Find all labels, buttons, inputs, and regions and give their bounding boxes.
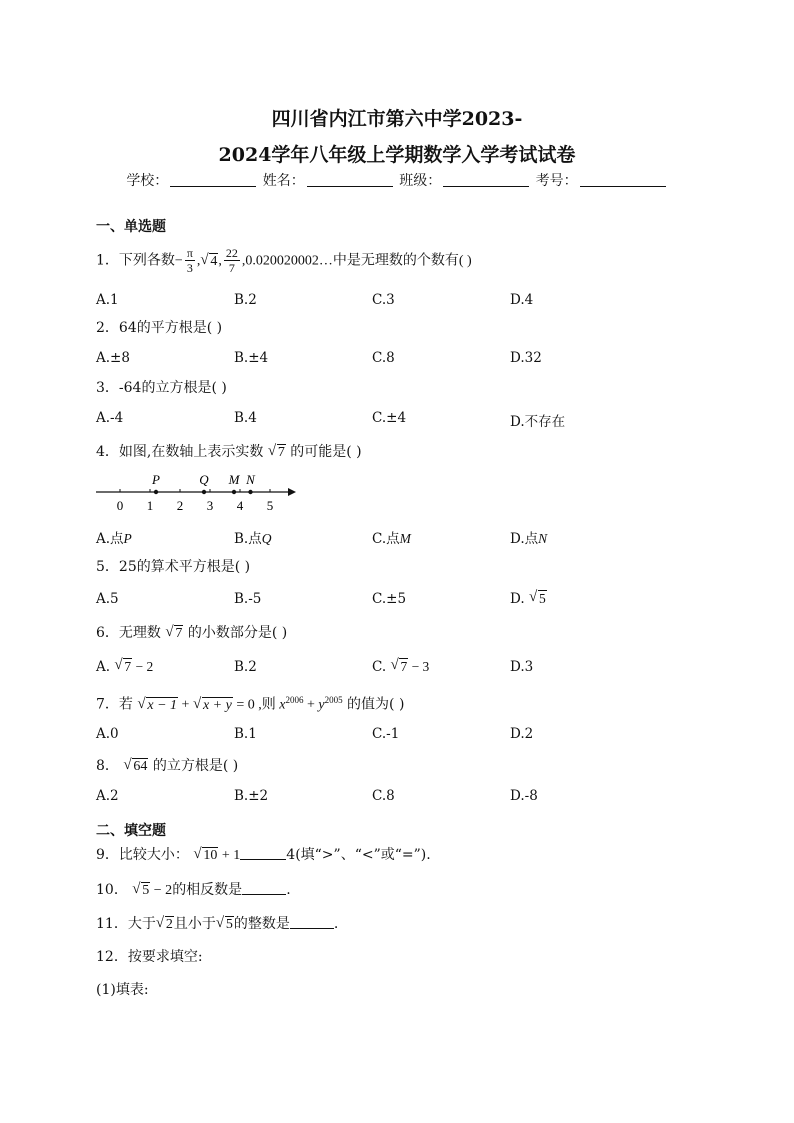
question-7: 7．若 √ x − 1 + √ x + y = 0 ,则 $x^{2006} + y^{2005}$ 的值为( ) — [96, 690, 404, 716]
q3-option-d: D.不存在 — [510, 414, 566, 430]
q9-sqrt10: √ 10 — [193, 846, 218, 863]
page-title-line1: 四川省内江市第六中学2023- — [271, 108, 523, 130]
q6-option-b: B.2 — [234, 659, 257, 675]
q8-sqrt64: √ 64 — [123, 757, 148, 774]
q5-option-a: A.5 — [96, 591, 119, 607]
school-blank — [170, 172, 256, 187]
q8-option-a: A.2 — [96, 788, 119, 804]
q6-option-d: D.3 — [510, 659, 534, 675]
section-fill-blank: 二、填空题 — [96, 823, 166, 839]
q7-option-d: D.2 — [510, 726, 534, 742]
q1-option-b: B.2 — [234, 292, 257, 308]
q3-option-b: B.4 — [234, 410, 257, 426]
q2-option-b: B.±4 — [234, 350, 269, 366]
number-line-tick-label-3: 3 — [206, 498, 214, 513]
student-info — [0, 170, 794, 190]
q4-sqrt7: √ 7 — [267, 443, 285, 460]
q3-option-c: C.±4 — [372, 410, 407, 426]
q1-sqrt4: √ 4 — [200, 251, 218, 269]
question-9: 9．比较大小： √ 10 + 1 4(填“>”、“<”或“=”). — [96, 845, 431, 866]
q8-option-d: D.-8 — [510, 788, 538, 804]
question-8: 8． √ 64 的立方根是( ) — [96, 756, 238, 777]
q8-option-c: C.8 — [372, 788, 395, 804]
q5-option-d: D. √ 5 — [510, 589, 546, 607]
q7-option-b: B.1 — [234, 726, 257, 742]
class-blank — [443, 172, 529, 187]
q10-answer-blank[interactable] — [242, 882, 286, 895]
q3-option-a: A.-4 — [96, 410, 124, 426]
q7-sqrt-x-plus-y: √ x + y — [192, 695, 232, 713]
q1-text: 下列各数 — [118, 252, 175, 269]
q1-option-c: C.3 — [372, 292, 395, 308]
question-6: 6．无理数 √ 7 的小数部分是( ) — [96, 623, 287, 644]
number-line-tick-label-1: 1 — [146, 498, 154, 513]
question-5: 5．25的算术平方根是( ) — [96, 559, 251, 575]
page-title-line2: 2024学年八年级上学期数学入学考试试卷 — [218, 144, 576, 166]
q10-sqrt5: √ 5 — [132, 881, 150, 898]
question-10: 10． √ 5 − 2的相反数是 . — [96, 880, 291, 901]
q8-option-b: B.±2 — [234, 788, 269, 804]
school-label: 学校： — [126, 173, 169, 189]
question-4: 4．如图,在数轴上表示实数 √ 7 的可能是( ) — [96, 442, 362, 463]
number-line-point-label-Q: Q — [199, 472, 209, 487]
q1-22-over-7: $\frac{22}{7}$ — [225, 246, 238, 275]
name-label: 姓名： — [262, 173, 305, 189]
number-line-tick-label-2: 2 — [176, 498, 184, 513]
number-line-tick-label-0: 0 — [116, 498, 124, 513]
q4-option-b: B.点Q — [234, 531, 272, 547]
q9-answer-blank[interactable] — [240, 847, 286, 860]
number-line — [92, 470, 302, 516]
number-line-point-label-P: P — [152, 472, 160, 487]
number-line-tick-label-5: 5 — [266, 498, 274, 513]
number-line-point-label-N: N — [246, 472, 255, 487]
q6-option-a: A. √ 7 − 2 — [96, 657, 154, 675]
q5-option-b: B.-5 — [234, 591, 262, 607]
number-line-tick-label-4: 4 — [236, 498, 244, 513]
number-line-arrow-icon — [288, 488, 296, 496]
q2-option-a: A.±8 — [96, 350, 130, 366]
number-line-point-M — [232, 490, 236, 494]
number-line-point-Q — [202, 490, 206, 494]
question-12: 12．按要求填空: — [96, 949, 203, 965]
number-line-point-P — [154, 490, 158, 494]
q11-answer-blank[interactable] — [290, 916, 334, 929]
q7-option-c: C.-1 — [372, 726, 400, 742]
q11-sqrt2: √ 2 — [155, 915, 173, 932]
number-blank — [580, 172, 666, 187]
question-11: 11．大于 √ 2且小于 √ 5的整数是 . — [96, 914, 338, 935]
q4-option-a: A.点P — [96, 531, 132, 547]
q4-option-c: C.点M — [372, 531, 411, 547]
question-1: 1．下列各数− $\frac{\pi}{3}$ , √ 4, $\frac{22}{7}$ ,0.020020002…中是无理数的个数有( ) — [96, 246, 472, 275]
q5-option-c: C.±5 — [372, 591, 407, 607]
q6-option-c: C. √ 7 − 3 — [372, 657, 430, 675]
number-label: 考号： — [535, 173, 578, 189]
question-12-part-1: (1)填表: — [96, 982, 149, 998]
number-line-point-N — [248, 490, 252, 494]
number-line-point-label-M: M — [228, 472, 240, 487]
q1-minus: − — [174, 253, 183, 269]
q4-option-d: D.点N — [510, 531, 548, 547]
q1-option-a: A.1 — [96, 292, 119, 308]
q1-pi-fraction: $\frac{\pi}{3}$ — [186, 246, 193, 275]
section-single-choice: 一、单选题 — [96, 219, 166, 235]
q2-option-d: D.32 — [510, 350, 542, 366]
name-blank — [307, 172, 393, 187]
q6-sqrt7: √ 7 — [165, 624, 183, 641]
question-3: 3．-64的立方根是( ) — [96, 380, 227, 396]
question-2: 2．64的平方根是( ) — [96, 320, 223, 336]
q1-number: 1． — [96, 252, 119, 269]
q7-sqrt-x-minus-1: √ x − 1 — [137, 695, 178, 713]
q1-rest: ,0.020020002…中是无理数的个数有( ) — [241, 253, 472, 269]
q2-option-c: C.8 — [372, 350, 395, 366]
q7-option-a: A.0 — [96, 726, 119, 742]
q1-option-d: D.4 — [510, 292, 534, 308]
class-label: 班级： — [399, 173, 442, 189]
q11-sqrt5: √ 5 — [215, 915, 233, 932]
